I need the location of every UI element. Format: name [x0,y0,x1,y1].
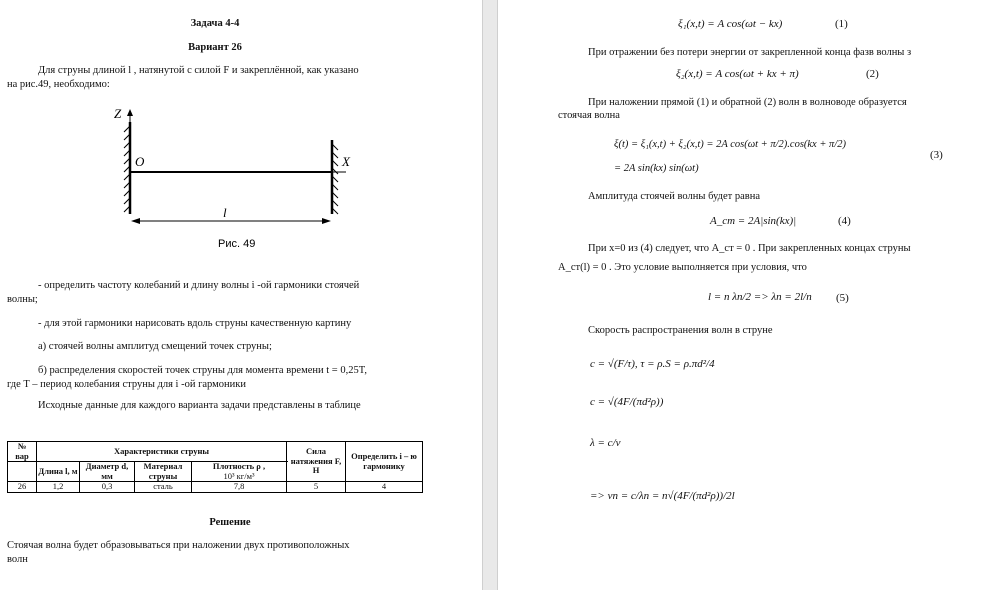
task-b-line-1: б) распределения скоростей точек струны для момента времени t = 0,25T, [38,365,367,376]
overlay-text-2: стоячая волна [558,110,620,121]
equation-3-number: (3) [930,149,943,161]
task-title: Задача 4-4 [190,18,240,29]
right-wall [332,140,338,214]
solution-line-2: волн [7,554,28,565]
equation-1: ξ₁(x,t) = A cos(ωt − kx) [678,18,783,30]
equation-9: => νn = c/λn = n√(4F/(πd²ρ))/2l [590,490,735,502]
equation-2-number: (2) [866,68,879,80]
cell-density: 7,8 [192,482,287,493]
th-harmonic: Определить i – ю гармонику [346,442,423,482]
label-x: X [342,154,350,169]
intro-line-1: Для струны длиной l , натянутой с силой F и закреплённой, как указано [38,65,359,76]
overlay-text-1: При наложении прямой (1) и обратной (2) волн в волноводе образуется [588,97,907,108]
left-page [0,0,482,590]
task-2: - для этой гармоники нарисовать вдоль струны качественную картину [38,318,352,329]
th-length: Длина l, м [37,462,80,482]
amplitude-text: Амплитуда стоячей волны будет равна [588,191,760,202]
task-1-line-1: - определить частоту колебаний и длину волны i -ой гармоники стоячей [38,280,360,291]
th-force: Сила натяжения F, Н [287,442,346,482]
condition-text-1: При x=0 из (4) следует, что A_ст = 0 . При закрепленных концах струны [588,243,911,254]
reflection-text: При отражении без потери энергии от закрепленной конца фазв волны з [588,47,912,58]
right-page [498,0,1000,590]
speed-text: Скорость распространения волн в струне [588,325,773,336]
table-intro: Исходные данные для каждого варианта задачи представлены в таблице [38,400,361,411]
equation-2: ξ₂(x,t) = A cos(ωt + kx + π) [676,68,799,80]
th-characteristics: Характеристики струны [37,442,287,462]
label-z: Z [114,106,122,121]
cell-length: 1,2 [37,482,80,493]
figure-caption: Рис. 49 [218,238,256,250]
equation-4: A_ст = 2A|sin(kx)| [710,215,797,227]
task-1-line-2: волны; [7,294,38,305]
equation-6: c = √(F/τ), τ = ρ.S = ρ.πd²/4 [590,358,715,370]
th-material: Материал струны [135,462,192,482]
figure-49 [100,104,370,264]
dim-arrow-left [131,218,140,224]
equation-5-number: (5) [836,292,849,304]
cell-material: сталь [135,482,192,493]
equation-1-number: (1) [835,18,848,30]
variant-title: Вариант 26 [188,42,242,53]
equation-4-number: (4) [838,215,851,227]
equation-8: λ = c/ν [590,437,621,449]
equation-3-line-1: ξ(t) = ξ₁(x,t) + ξ₂(x,t) = 2A cos(ωt + π/2).cos(kx + π/2) [614,139,846,150]
solution-line-1: Стоячая волна будет образовываться при наложении двух противоположных [7,540,350,551]
z-arrow [127,109,133,116]
task-a: а) стоячей волны амплитуд смещений точек струны; [38,341,272,352]
cell-harmonic: 4 [346,482,423,493]
solution-title: Решение [209,517,251,528]
equation-5: l = n λn/2 => λn = 2l/n [708,291,812,303]
th-number-blank [8,462,37,482]
label-o: O [135,154,145,169]
cell-force: 5 [287,482,346,493]
left-wall [124,122,130,214]
equation-7: c = √(4F/(πd²ρ)) [590,396,664,408]
condition-text-2: A_ст(l) = 0 . Это условие выполняется при условия, что [558,262,807,273]
cell-variant: 26 [8,482,37,493]
page-gutter [482,0,498,590]
equation-3-line-2: = 2A sin(kx) sin(ωt) [614,163,699,174]
th-number: № вар [8,442,37,462]
data-table [7,441,423,493]
th-diameter: Диаметр d, мм [80,462,135,482]
dim-arrow-right [322,218,331,224]
task-b-line-2: где T – период колебания струны для i -ой гармоники [7,379,246,390]
table-row [8,482,423,493]
th-density: Плотность ρ , 10³ кг/м³ [192,462,287,482]
label-l: l [223,205,227,220]
cell-diameter: 0,3 [80,482,135,493]
intro-line-2: на рис.49, необходимо: [7,79,110,90]
